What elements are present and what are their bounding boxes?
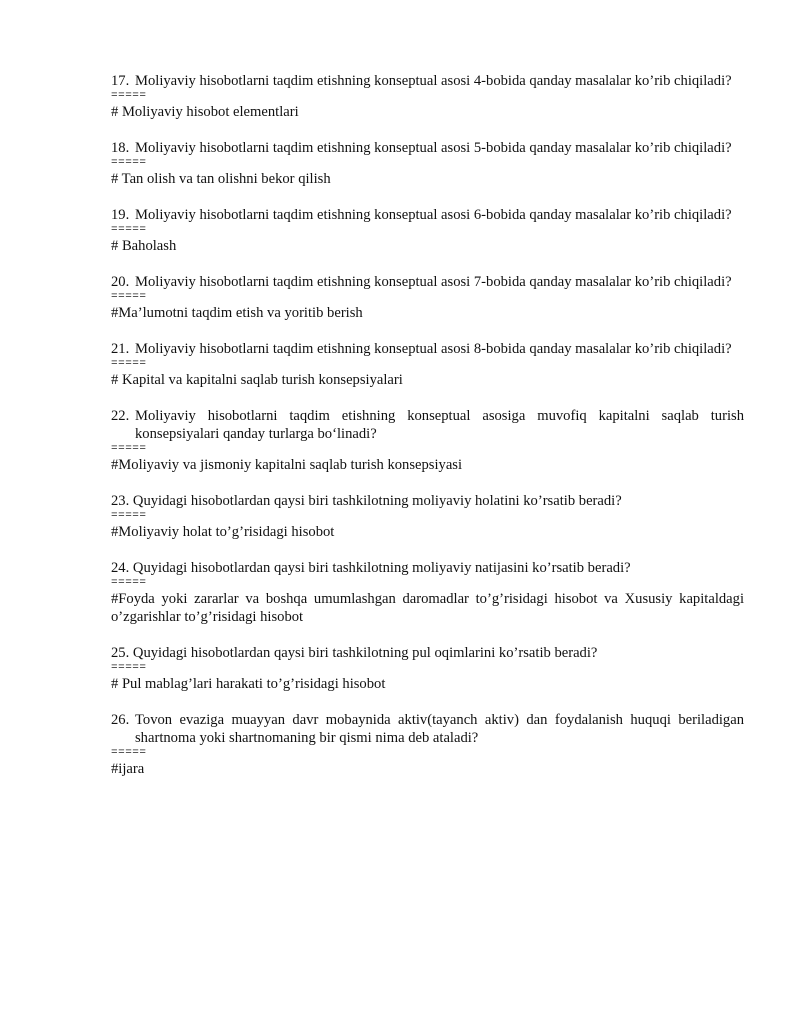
answer: # Tan olish va tan olishni bekor qilish	[111, 171, 331, 187]
question	[111, 340, 744, 358]
separator: =====	[111, 358, 147, 370]
question-number: 25.	[111, 645, 130, 661]
answer: #Moliyaviy va jismoniy kapitalni saqlab turish konsepsiyasi	[111, 457, 463, 473]
separator: =====	[111, 510, 147, 522]
question-text: Moliyaviy hisobotlarni taqdim etishning konseptual asosi 8-bobida qanday masalalar ko’rib chiqiladi?	[135, 341, 732, 357]
question	[111, 711, 744, 747]
question-text: Moliyaviy hisobotlarni taqdim etishning konseptual asosi 5-bobida qanday masalalar ko’rib chiqiladi?	[135, 140, 732, 156]
question-block	[111, 72, 744, 121]
question-block	[111, 644, 744, 693]
question	[111, 139, 744, 157]
answer: #Moliyaviy holat to’g’risidagi hisobot	[111, 524, 335, 540]
question	[111, 72, 744, 90]
question-block	[111, 139, 744, 188]
answer: #Ma’lumotni taqdim etish va yoritib berish	[111, 305, 363, 321]
question-number: 24.	[111, 560, 130, 576]
separator: =====	[111, 662, 147, 674]
question-block	[111, 559, 744, 626]
question-text: Quyidagi hisobotlardan qaysi biri tashkilotning moliyaviy natijasini ko’rsatib beradi?	[132, 560, 631, 576]
question	[111, 206, 744, 224]
question-number: 26.	[111, 712, 130, 728]
question-number: 21.	[111, 341, 130, 357]
question	[111, 273, 744, 291]
answer: # Moliyaviy hisobot elementlari	[111, 104, 299, 120]
question	[111, 644, 744, 662]
question	[111, 559, 744, 577]
question-number: 17.	[111, 73, 130, 89]
question	[111, 492, 744, 510]
question-text: Moliyaviy hisobotlarni taqdim etishning konseptual asosi 4-bobida qanday masalalar ko’rib chiqiladi?	[135, 73, 732, 89]
question-number: 19.	[111, 207, 130, 223]
question-block	[111, 273, 744, 322]
separator: =====	[111, 224, 147, 236]
question-block	[111, 340, 744, 389]
separator: =====	[111, 747, 147, 759]
question	[111, 407, 744, 443]
question-number: 23.	[111, 493, 130, 509]
question-block	[111, 407, 744, 474]
separator: =====	[111, 157, 147, 169]
question-text: Quyidagi hisobotlardan qaysi biri tashkilotning pul oqimlarini ko’rsatib beradi?	[132, 645, 598, 661]
document-page	[111, 72, 744, 796]
answer: #Foyda yoki zararlar va boshqa umumlashgan daromadlar to’g’risidagi hisobot va Xususiy kapitaldagi o’zgarishlar to’g’risidagi hisobot	[111, 591, 744, 625]
question-block	[111, 206, 744, 255]
question-text: Tovon evaziga muayyan davr mobaynida aktiv(tayanch aktiv) dan foydalanish huquqi beriladigan shartnoma yoki shartnomaning bir qismi nima deb ataladi?	[135, 712, 744, 746]
separator: =====	[111, 577, 147, 589]
question-text: Moliyaviy hisobotlarni taqdim etishning konseptual asosi 7-bobida qanday masalalar ko’rib chiqiladi?	[135, 274, 732, 290]
question-number: 20.	[111, 274, 130, 290]
question-block	[111, 492, 744, 541]
question-text: Moliyaviy hisobotlarni taqdim etishning konseptual asosiga muvofiq kapitalni saqlab turish konsepsiyalari qanday turlarga bo‘linadi?	[135, 408, 744, 442]
question-number: 18.	[111, 140, 130, 156]
question-block	[111, 711, 744, 778]
answer: # Baholash	[111, 238, 177, 254]
answer: # Pul mablag’lari harakati to’g’risidagi hisobot	[111, 676, 386, 692]
question-number: 22.	[111, 408, 130, 424]
answer: # Kapital va kapitalni saqlab turish konsepsiyalari	[111, 372, 403, 388]
separator: =====	[111, 291, 147, 303]
separator: =====	[111, 443, 147, 455]
question-text: Quyidagi hisobotlardan qaysi biri tashkilotning moliyaviy holatini ko’rsatib beradi?	[132, 493, 622, 509]
separator: =====	[111, 90, 147, 102]
question-text: Moliyaviy hisobotlarni taqdim etishning konseptual asosi 6-bobida qanday masalalar ko’rib chiqiladi?	[135, 207, 732, 223]
answer: #ijara	[111, 761, 145, 777]
